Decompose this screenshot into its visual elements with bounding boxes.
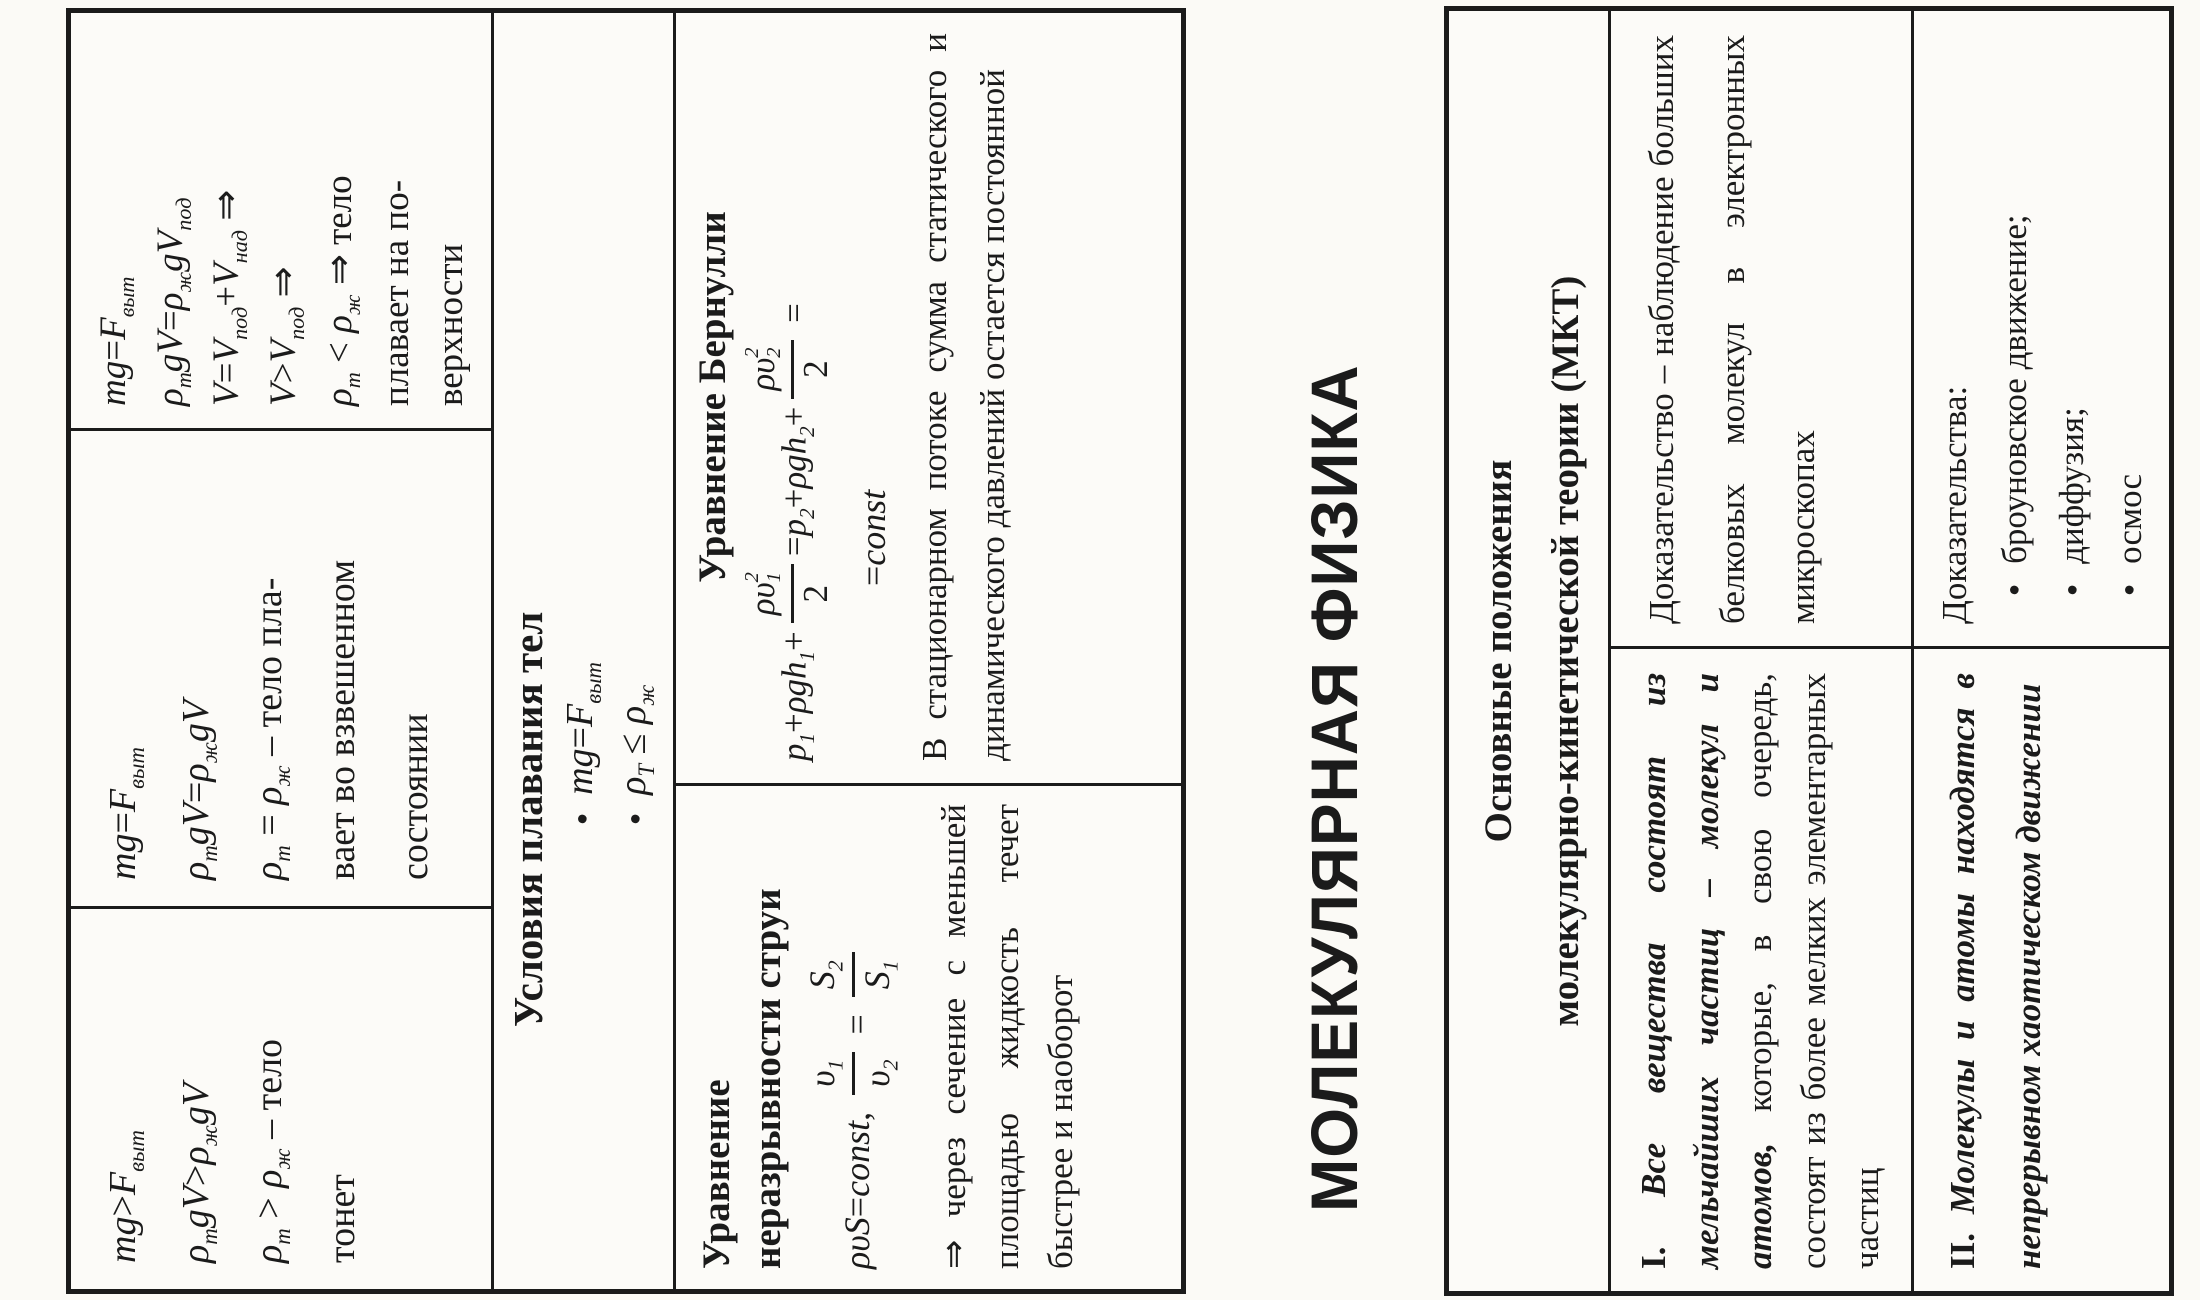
formula-line: $mg=F_{выт}$ [93, 276, 139, 406]
formula-line: $\rho_тgV=\rho_жgV$ [174, 699, 223, 880]
hydrostatics-table-region [66, 8, 1186, 1294]
molecular-physics-region [1288, 6, 2178, 1296]
bernoulli-formula-tail: =const [852, 489, 893, 586]
continuity-note: ⇒ через сечение с меньшей площадью жидкость течет быстрее и наоборот [934, 804, 1080, 1269]
bernoulli-note: В стационарном потоке сумма статического и динамического давлений остается постоянной [914, 33, 1012, 761]
table-row [1611, 11, 1914, 1291]
case-suspended-cell [71, 428, 491, 906]
postulate-1-cell [1611, 646, 1911, 1291]
proof-bullet-list [1992, 35, 2153, 624]
proof-item-text: осмос [2109, 473, 2149, 564]
postulate-number: II. [1943, 1233, 1982, 1269]
header-line: Основные положения [1477, 459, 1520, 843]
cell-title: неразрывности струи [745, 888, 789, 1269]
case-floats-cell [71, 13, 491, 428]
proof-title: Доказательства: [1935, 385, 1974, 624]
proof-item-text: броуновское движение; [1994, 214, 2034, 564]
flotation-table [66, 8, 1186, 1294]
formula-line: $V=V_{под}+V_{над}$ ⇒ [206, 189, 252, 406]
formula-line: верхности [429, 243, 471, 406]
list-item [556, 13, 609, 825]
flow-equations-row [676, 13, 1181, 1289]
proof-text: Доказательство – наблюдение больших белковых молекул в электронных микроскопах [1642, 35, 1823, 624]
flotation-cases-row [71, 13, 494, 1289]
formula-line: $mg=F_{выт}$ [559, 661, 607, 795]
bullet-icon: ● [2060, 583, 2083, 596]
formula-line: плавает на по- [375, 179, 417, 406]
formula-line: $\rho_тgV=\rho_жgV_{под}$ [149, 197, 196, 406]
cell-title: Уравнение Бернулли [691, 211, 734, 583]
hydrostatics-rotated-content [66, 8, 1186, 1294]
case-sinks-cell [71, 906, 491, 1289]
bernoulli-equation-cell [676, 13, 1181, 783]
postulate-rest-text: которые, в свою очередь, состоят из более мелких элементарных частиц [1740, 672, 1886, 1269]
formula-line: вает во взвешенном [320, 559, 363, 880]
bullet-icon: ● [2003, 583, 2026, 596]
postulate-lead-text: Молекулы и атомы находятся в непрерывном хаотическом движении [1943, 672, 2048, 1269]
continuity-formula: ρυS=const, $\upsilon_1$ $\upsilon_2$ = $S_2$ $S_1$ [811, 804, 911, 1269]
formula-line: $\rho_т = \rho_ж$ – тело пла- [247, 577, 296, 880]
postulate-number: I. [1634, 1246, 1673, 1269]
cell-title: Уравнение [695, 1079, 738, 1269]
bullet-icon: ● [571, 812, 594, 825]
proof-item-text: диффузия; [2052, 407, 2092, 564]
flotation-conditions-row [494, 13, 676, 1289]
formula-line: состоянии [393, 713, 436, 880]
formula-line: $V>V_{под}$ ⇒ [262, 266, 309, 406]
formula-line: $\rho_т > \rho_ж$ – тело [247, 1038, 296, 1263]
bullet-icon: ● [624, 812, 647, 825]
formula-line: $mg=F_{выт}$ [102, 747, 150, 880]
molecular-physics-rotated-content [1288, 6, 2178, 1296]
postulate-2-cell [1914, 646, 2169, 1291]
list-item [1992, 35, 2038, 596]
postulate-2-proof-cell [1914, 11, 2169, 646]
mkt-table-header [1449, 11, 1611, 1291]
formula-line: тонет [320, 1174, 363, 1263]
postulate-lead-text: Все вещества состоят из мельчайших частиц – молекул и атомов, [1634, 673, 1780, 1269]
formula-line: $\rho_т < \rho_ж$ ⇒ тело [319, 175, 365, 406]
formula-line: $mg>F_{выт}$ [102, 1130, 150, 1263]
table-row [1914, 11, 2169, 1291]
section-title: МОЛЕКУЛЯРНАЯ ФИЗИКА [1297, 364, 1371, 1212]
conditions-bullet-list [556, 13, 661, 825]
mkt-table [1444, 6, 2174, 1296]
header-line: молекулярно-кинетической теории (МКТ) [1544, 275, 1588, 1027]
bernoulli-formula: $p_1+\rho gh_1+$ ρυ 2 1 2 $=p_2+\rho gh_2+$ ρυ 2 2 2 = [740, 303, 836, 761]
formula-line: $\rho_тgV>\rho_жgV$ [174, 1082, 223, 1263]
formula-line: $\rho_Т \le \rho_ж$ [611, 684, 659, 795]
conditions-title: Условия плавания тел [505, 611, 551, 1027]
postulate-1-proof-cell [1611, 11, 1911, 646]
list-item [609, 13, 662, 825]
list-item [2107, 35, 2153, 596]
list-item [2049, 35, 2095, 596]
continuity-equation-cell [676, 783, 1181, 1289]
bullet-icon: ● [2118, 583, 2141, 596]
